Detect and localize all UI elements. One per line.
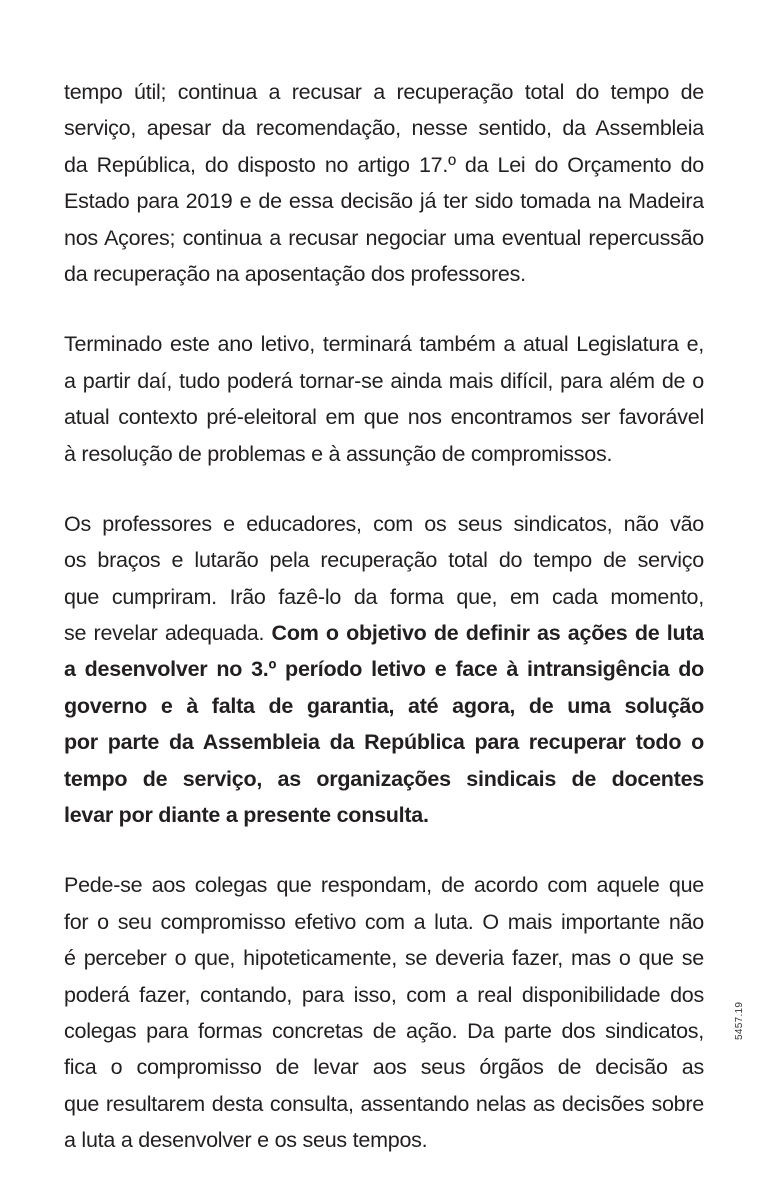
text-line (64, 867, 704, 903)
text-line (64, 579, 704, 615)
text-line (64, 940, 704, 976)
text-line (64, 797, 704, 833)
text-line (64, 651, 704, 687)
bold-text-segment: a desenvolver no 3.º período letivo e face à intransigência do (64, 657, 704, 682)
text-line (64, 1013, 704, 1049)
text-line (64, 761, 704, 797)
text-segment: fica o compromisso de levar aos seus órgãos de decisão as (64, 1055, 704, 1080)
text-segment: serviço, apesar da recomendação, nesse sentido, da Assembleia (64, 116, 704, 141)
text-segment: tempo útil; continua a recusar a recuperação total do tempo de (64, 80, 704, 104)
bold-text-segment: tempo de serviço, as organizações sindicais de docentes (64, 766, 704, 791)
text-line (64, 74, 704, 110)
text-line (64, 724, 704, 760)
text-segment: nos Açores; continua a recusar negociar uma eventual repercussão (64, 225, 704, 250)
bold-text-segment: levar por diante a presente consulta. (64, 803, 429, 828)
text-line (64, 542, 704, 578)
text-segment: os braços e lutarão pela recuperação total do tempo de serviço (64, 548, 704, 573)
text-line (64, 110, 704, 146)
text-line (64, 506, 704, 542)
text-line (64, 399, 704, 435)
paragraph (64, 506, 704, 834)
text-segment: que cumpriram. Irão fazê-lo da forma que, em cada momento, (64, 584, 704, 609)
bold-text-segment: governo e à falta de garantia, até agora, de uma solução (64, 693, 704, 718)
text-segment: é perceber o que, hipoteticamente, se deveria fazer, mas o que se (64, 946, 704, 971)
text-segment: que resultarem desta consulta, assentando nelas as decisões sobre (64, 1091, 704, 1116)
text-line (64, 326, 704, 362)
text-line (64, 688, 704, 724)
text-line (64, 436, 704, 472)
text-segment: se revelar adequada. (64, 621, 272, 646)
document-body (64, 74, 704, 1193)
text-segment: Estado para 2019 e de essa decisão já ter sido tomada na Madeira (64, 189, 704, 214)
text-segment: atual contexto pré-eleitoral em que nos encontramos ser favorável (64, 405, 704, 430)
text-line (64, 904, 704, 940)
text-line (64, 363, 704, 399)
text-line (64, 1049, 704, 1085)
text-line (64, 1086, 704, 1122)
text-line (64, 1122, 704, 1158)
text-line (64, 147, 704, 183)
text-segment: Os professores e educadores, com os seus sindicatos, não vão (64, 511, 704, 536)
paragraph (64, 326, 704, 472)
text-segment: for o seu compromisso efetivo com a luta. O mais importante não (64, 909, 704, 934)
text-segment: da recuperação na aposentação dos professores. (64, 261, 526, 286)
text-segment: a partir daí, tudo poderá tornar-se ainda mais difícil, para além de o (64, 368, 704, 393)
text-line (64, 220, 704, 256)
text-segment: Terminado este ano letivo, terminará também a atual Legislatura e, (64, 332, 704, 357)
text-line (64, 256, 704, 292)
text-segment: a luta a desenvolver e os seus tempos. (64, 1128, 428, 1153)
paragraph (64, 74, 704, 292)
text-segment: à resolução de problemas e à assunção de compromissos. (64, 441, 613, 466)
text-segment: da República, do disposto no artigo 17.º da Lei do Orçamento do (64, 152, 704, 177)
bold-text-segment: por parte da Assembleia da República para recuperar todo o (64, 730, 704, 755)
page-reference-code: 5457.19 (734, 1001, 745, 1040)
text-line (64, 977, 704, 1013)
bold-text-segment: Com o objetivo de definir as ações de luta (271, 621, 704, 646)
text-segment: Pede-se aos colegas que respondam, de acordo com aquele que (64, 873, 704, 898)
text-line (64, 183, 704, 219)
text-segment: colegas para formas concretas de ação. Da parte dos sindicatos, (64, 1018, 704, 1043)
text-segment: poderá fazer, contando, para isso, com a real disponibilidade dos (64, 982, 704, 1007)
paragraph (64, 867, 704, 1158)
text-line (64, 615, 704, 651)
